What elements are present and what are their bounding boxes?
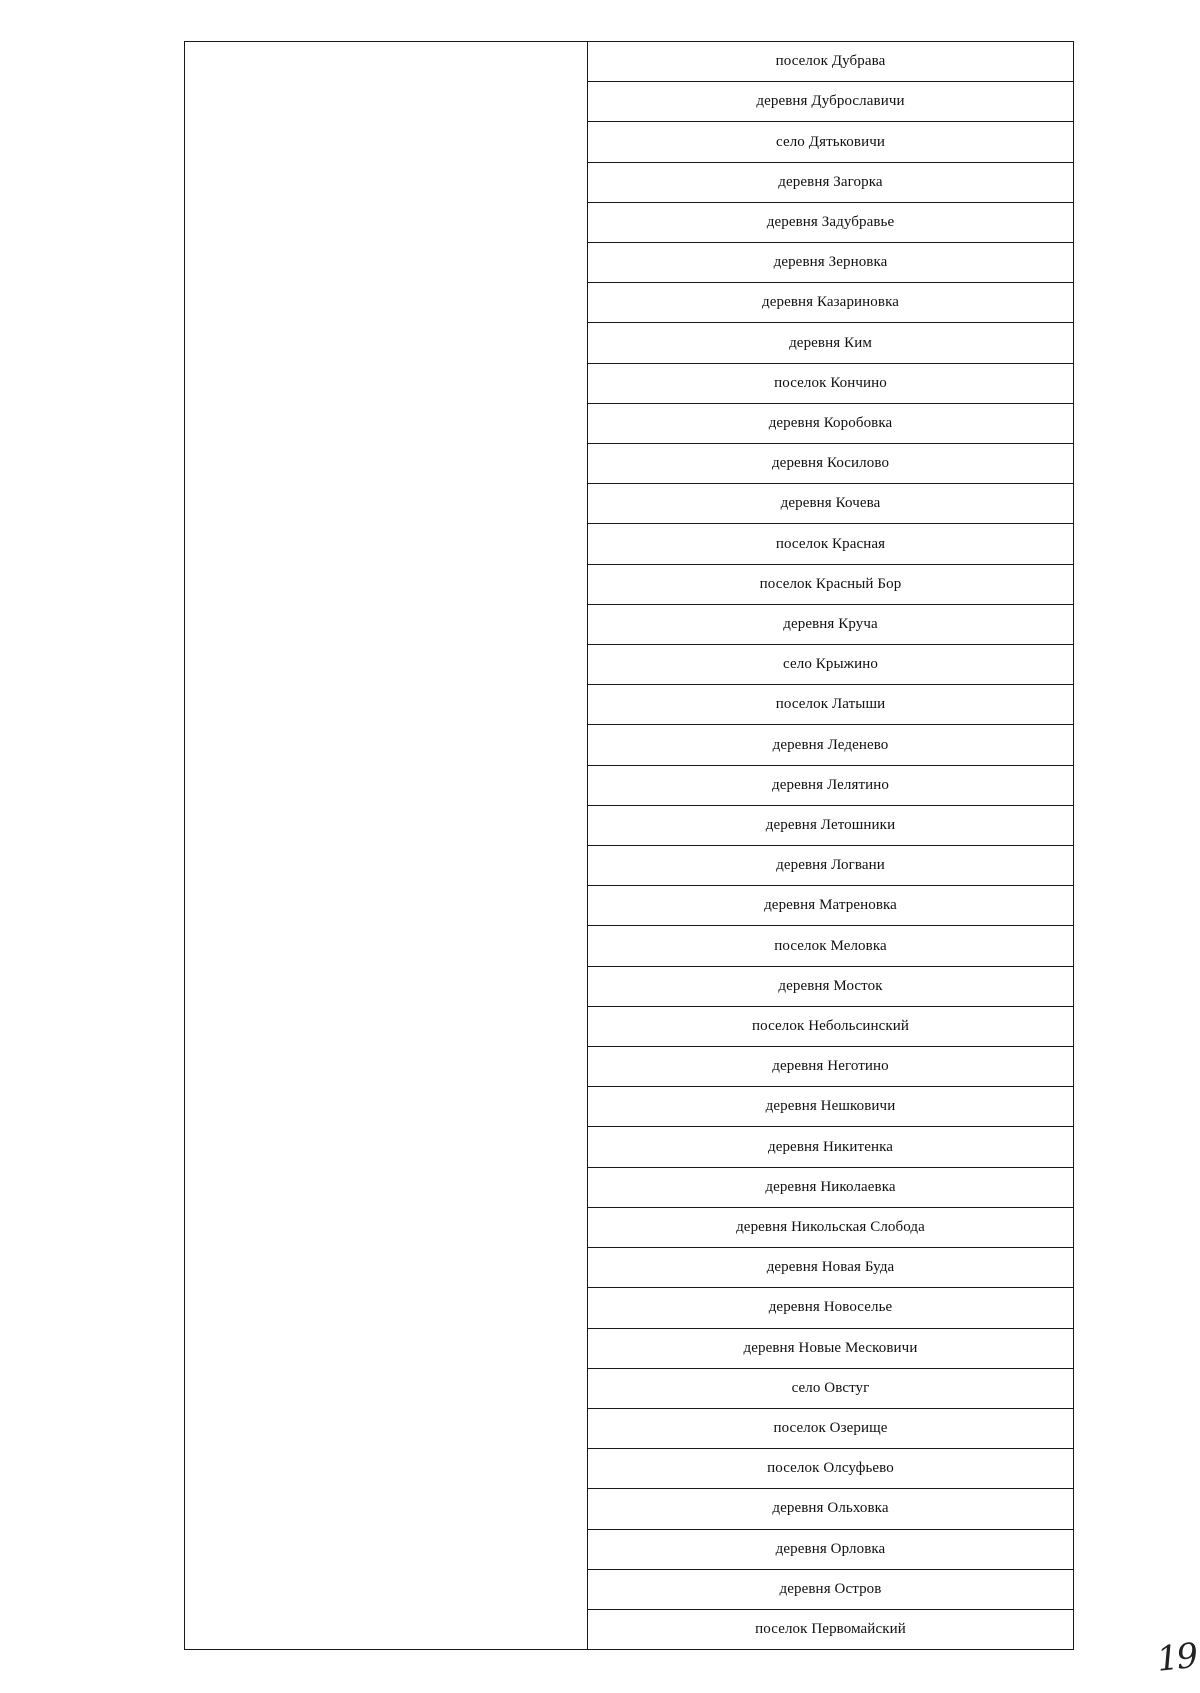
table-row: деревня Новоселье <box>588 1288 1073 1328</box>
table-row: поселок Красная <box>588 524 1073 564</box>
table-left-cell <box>185 42 588 1649</box>
table-row: деревня Остров <box>588 1570 1073 1610</box>
table-row: поселок Озерище <box>588 1409 1073 1449</box>
table-row: деревня Дуброславичи <box>588 82 1073 122</box>
table-row: деревня Коробовка <box>588 404 1073 444</box>
table-row: деревня Новые Месковичи <box>588 1329 1073 1369</box>
table-row: село Крыжино <box>588 645 1073 685</box>
page-number: 19 <box>1155 1635 1199 1680</box>
table-row: деревня Новая Буда <box>588 1248 1073 1288</box>
table-row: поселок Меловка <box>588 926 1073 966</box>
table-row: село Дятьковичи <box>588 122 1073 162</box>
table-row: поселок Красный Бор <box>588 565 1073 605</box>
table-row: деревня Никитенка <box>588 1127 1073 1167</box>
table-row: деревня Казариновка <box>588 283 1073 323</box>
table-row: деревня Лелятино <box>588 766 1073 806</box>
table-row: деревня Логвани <box>588 846 1073 886</box>
table-row: деревня Косилово <box>588 444 1073 484</box>
table-row: поселок Кончино <box>588 364 1073 404</box>
table-row: деревня Неготино <box>588 1047 1073 1087</box>
table-row: деревня Зерновка <box>588 243 1073 283</box>
table-row: село Овстуг <box>588 1369 1073 1409</box>
table-row: поселок Первомайский <box>755 1621 906 1638</box>
table-row: деревня Нешковичи <box>588 1087 1073 1127</box>
table-row: деревня Загорка <box>588 163 1073 203</box>
table-row: поселок Олсуфьево <box>588 1449 1073 1489</box>
settlements-table <box>184 41 1074 1650</box>
table-row: деревня Ким <box>588 323 1073 363</box>
table-row: деревня Никольская Слобода <box>588 1208 1073 1248</box>
table-row: деревня Орловка <box>588 1530 1073 1570</box>
table-row: деревня Мосток <box>588 967 1073 1007</box>
table-row: деревня Леденево <box>588 725 1073 765</box>
table-row: деревня Летошники <box>588 806 1073 846</box>
table-row: деревня Задубравье <box>588 203 1073 243</box>
table-row: поселок Небольсинский <box>588 1007 1073 1047</box>
table-row: деревня Николаевка <box>588 1168 1073 1208</box>
table-row: деревня Ольховка <box>588 1489 1073 1529</box>
table-row: поселок Латыши <box>588 685 1073 725</box>
table-row: деревня Матреновка <box>588 886 1073 926</box>
table-row: деревня Кочева <box>588 484 1073 524</box>
table-row: деревня Круча <box>588 605 1073 645</box>
table-row: поселок Дубрава <box>588 42 1073 82</box>
settlements-column <box>588 42 1073 1649</box>
